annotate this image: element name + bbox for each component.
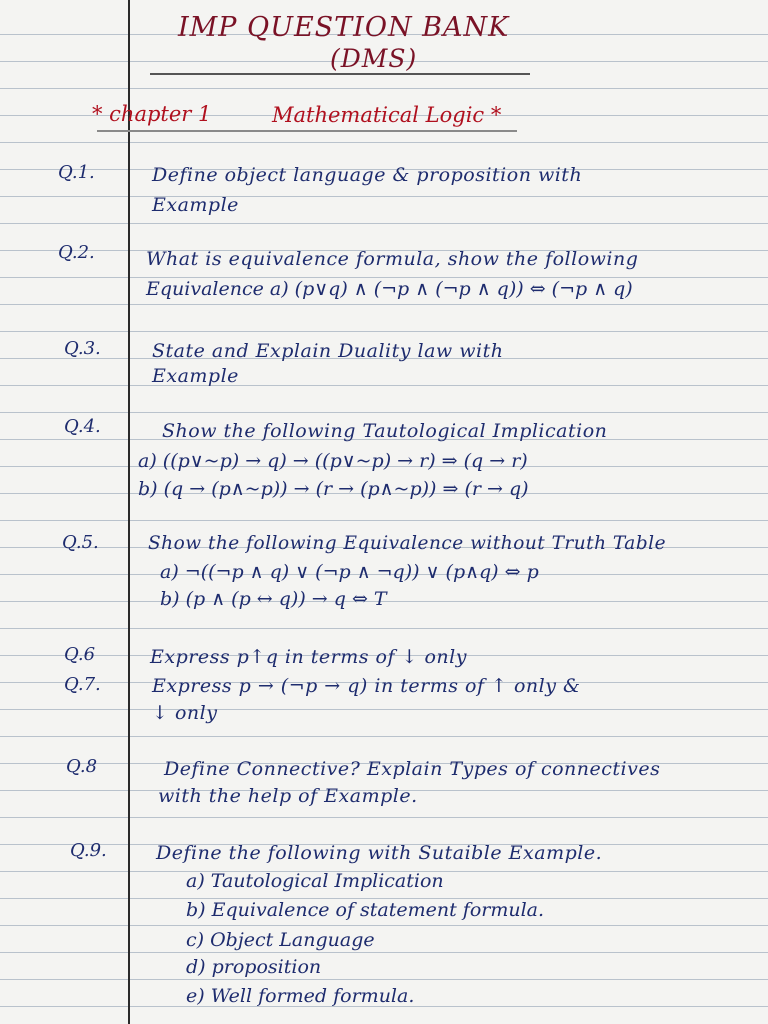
question-text: Example (152, 365, 239, 387)
question-number: Q.7. (64, 674, 101, 695)
question-text: b) (q → (p∧~p)) → (r → (p∧~p)) ⇒ (r → q) (138, 478, 529, 500)
question-text: Define object language & proposition with (152, 164, 583, 186)
question-text: e) Well formed formula. (186, 985, 415, 1007)
margin-line (128, 0, 130, 1024)
question-text: a) ((p∨~p) → q) → ((p∨~p) → r) ⇒ (q → r) (138, 450, 528, 472)
title-underline (150, 73, 530, 75)
question-text: Show the following Tautological Implication (162, 420, 608, 442)
question-number: Q.6 (64, 644, 96, 665)
question-text: b) Equivalence of statement formula. (186, 899, 545, 921)
question-number: Q.8 (66, 756, 98, 777)
question-text: ↓ only (152, 702, 218, 724)
question-text: Example (152, 194, 239, 216)
question-text: Equivalence a) (p∨q) ∧ (¬p ∧ (¬p ∧ q)) ⇔ (¬p ∧ q) (146, 278, 633, 300)
question-text: a) Tautological Implication (186, 870, 444, 892)
question-text: c) Object Language (186, 929, 375, 951)
question-text: a) ¬((¬p ∧ q) ∨ (¬p ∧ ¬q)) ∨ (p∧q) ⇔ p (160, 561, 539, 583)
chapter-underline (97, 130, 517, 132)
page-subtitle: (DMS) (330, 44, 418, 73)
question-number: Q.4. (64, 416, 101, 437)
question-text: Show the following Equivalence without Truth Table (148, 533, 667, 554)
question-text: b) (p ∧ (p ↔ q)) → q ⇔ T (160, 588, 387, 610)
question-text: Define Connective? Explain Types of connectives (164, 758, 661, 780)
chapter-title: Mathematical Logic * (272, 103, 502, 127)
question-text: Express p↑q in terms of ↓ only (150, 646, 467, 668)
question-text: with the help of Example. (158, 785, 418, 807)
question-number: Q.9. (70, 840, 107, 861)
question-number: Q.5. (62, 532, 99, 553)
question-text: Define the following with Sutaible Example. (156, 842, 603, 864)
question-text: Express p → (¬p → q) in terms of ↑ only & (152, 675, 581, 697)
question-number: Q.1. (58, 162, 95, 183)
page-title: IMP QUESTION BANK (178, 12, 510, 43)
question-text: State and Explain Duality law with (152, 340, 504, 362)
question-number: Q.3. (64, 338, 101, 359)
chapter-label: * chapter 1 (92, 102, 212, 126)
question-text: What is equivalence formula, show the following (146, 248, 639, 270)
question-number: Q.2. (58, 242, 95, 263)
question-text: d) proposition (186, 956, 322, 978)
